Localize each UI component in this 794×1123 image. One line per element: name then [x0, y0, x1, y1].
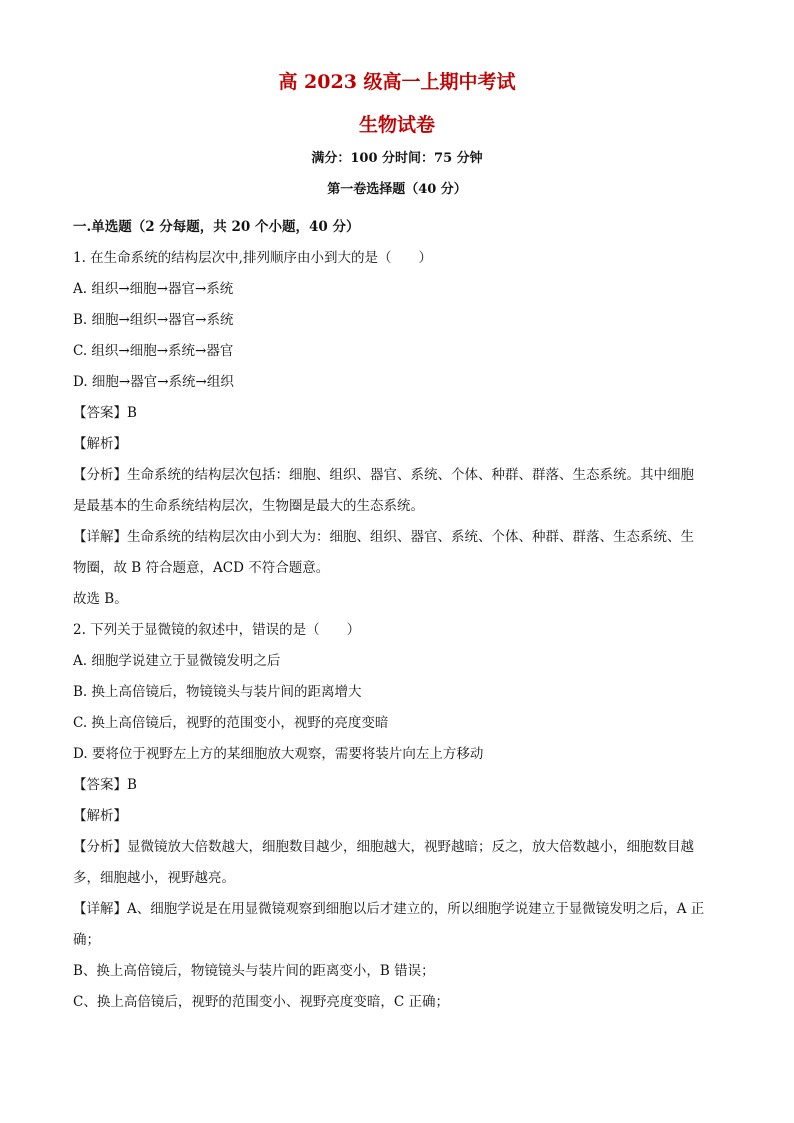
- detail-text: 确；: [73, 932, 100, 948]
- question-stem: 1. 在生命系统的结构层次中,排列顺序由小到大的是（ ）: [73, 250, 432, 266]
- option-a: A. 细胞学说建立于显微镜发明之后: [73, 653, 281, 669]
- analysis-text: 【分析】生命系统的结构层次包括：细胞、组织、器官、系统、个体、种群、群落、生态系统。其中细胞: [73, 467, 694, 483]
- analysis-heading: 【解析】: [73, 436, 127, 452]
- answer-line: 【答案】B: [73, 405, 137, 421]
- option-d: D. 要将位于视野左上方的某细胞放大观察，需要将装片向左上方移动: [73, 746, 484, 762]
- exam-subtitle: 生物试卷: [358, 114, 435, 136]
- conclusion-line: 故选 B。: [73, 591, 128, 607]
- option-c: C. 换上高倍镜后，视野的范围变小，视野的亮度变暗: [73, 715, 389, 731]
- detail-text: B、换上高倍镜后，物镜镜头与装片间的距离变小，B 错误；: [73, 963, 435, 979]
- part-label: 第一卷选择题（40 分）: [327, 182, 467, 197]
- score-time-line: 满分：100 分时间：75 分钟: [311, 151, 483, 166]
- analysis-text: 【分析】显微镜放大倍数越大，细胞数目越少，细胞越大，视野越暗；反之，放大倍数越小，细胞数目越: [73, 839, 694, 855]
- detail-text: 【详解】生命系统的结构层次由小到大为：细胞、组织、器官、系统、个体、种群、群落、生态系统、生: [73, 529, 694, 545]
- analysis-text: 多，细胞越小，视野越亮。: [73, 870, 235, 886]
- option-d: D. 细胞→器官→系统→组织: [73, 374, 234, 390]
- option-c: C. 组织→细胞→系统→器官: [73, 343, 234, 359]
- detail-text: C、换上高倍镜后，视野的范围变小、视野亮度变暗，C 正确；: [73, 994, 449, 1010]
- option-a: A. 组织→细胞→器官→系统: [73, 281, 234, 297]
- analysis-text: 是最基本的生命系统结构层次，生物圈是最大的生态系统。: [73, 498, 424, 514]
- option-b: B. 细胞→组织→器官→系统: [73, 312, 234, 328]
- analysis-heading: 【解析】: [73, 808, 127, 824]
- detail-text: 【详解】A、细胞学说是在用显微镜观察到细胞以后才建立的，所以细胞学说建立于显微镜发明之后，A 正: [73, 901, 705, 917]
- detail-text: 物圈，故 B 符合题意，ACD 不符合题意。: [73, 560, 330, 576]
- option-b: B. 换上高倍镜后，物镜镜头与装片间的距离增大: [73, 684, 362, 700]
- question-stem: 2. 下列关于显微镜的叙述中，错误的是（ ）: [73, 622, 361, 638]
- exam-body: [73, 212, 723, 1018]
- answer-line: 【答案】B: [73, 777, 137, 793]
- section-header: 一.单选题（2 分每题，共 20 个小题，40 分）: [73, 219, 360, 235]
- exam-title: 高 2023 级高一上期中考试: [278, 71, 516, 93]
